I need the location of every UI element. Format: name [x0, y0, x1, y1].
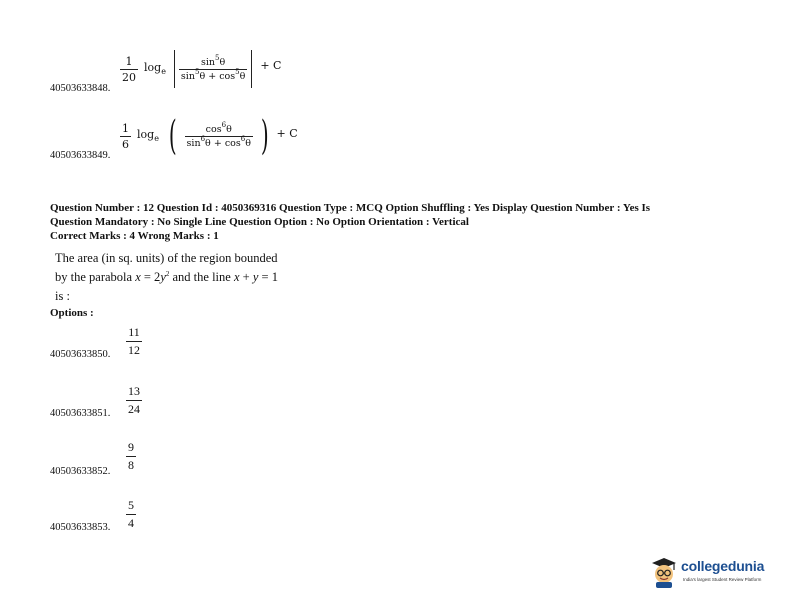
- question-text-line-2: by the parabola $x = 2y^2$ and the line x + y = 1: [55, 270, 278, 284]
- logo-tagline: India's largest Student Review Platform: [683, 577, 762, 582]
- log-symbol: $\log_e$: [137, 128, 159, 144]
- option-id: 40503633850.: [50, 349, 111, 360]
- paren-open: (: [168, 113, 177, 159]
- option-4[interactable]: [50, 498, 190, 538]
- log-argument-fraction: $\frac{\cos^6\theta}{\sin^6\theta + \cos^6\theta}$: [186, 120, 251, 149]
- question-text: [55, 249, 375, 306]
- option-fraction: 13 24: [128, 384, 140, 416]
- option-2[interactable]: [50, 384, 190, 424]
- paren-close: ): [260, 113, 269, 159]
- mascot-icon: [650, 556, 678, 588]
- prev-option-1: [50, 50, 350, 98]
- option-fraction: 11 12: [128, 325, 140, 357]
- option-expression: [120, 50, 281, 88]
- log-argument-fraction: $\frac{\sin^5\theta}{\sin^5\theta + \cos^5\theta}$: [180, 53, 246, 82]
- constant-term: + C: [260, 58, 282, 72]
- option-expression: [120, 113, 298, 159]
- coefficient-fraction: $\frac{1}{20}$: [122, 54, 136, 84]
- abs-open-bar: [174, 50, 175, 88]
- question-meta-line-2: Question Mandatory : No Single Line Question Option : No Option Orientation : Vertical: [50, 216, 469, 228]
- option-fraction: 5 4: [128, 498, 134, 530]
- option-id: 40503633851.: [50, 408, 111, 419]
- option-3[interactable]: [50, 440, 190, 480]
- option-id: 40503633849.: [50, 150, 111, 161]
- option-id: 40503633853.: [50, 522, 111, 533]
- logo-brand: collegedunia: [681, 558, 765, 574]
- log-symbol: $\log_e$: [144, 61, 166, 77]
- constant-term: + C: [276, 126, 298, 140]
- option-1[interactable]: [50, 325, 190, 365]
- question-text-line-1: The area (in sq. units) of the region bounded: [55, 251, 278, 265]
- marks-line: Correct Marks : 4 Wrong Marks : 1: [50, 230, 219, 242]
- abs-close-bar: [251, 50, 252, 88]
- option-fraction: 9 8: [128, 440, 134, 472]
- question-meta-line-1: Question Number : 12 Question Id : 4050369316 Question Type : MCQ Option Shuffling : Yes Display Question Number : Yes Is: [50, 202, 651, 214]
- prev-option-2: [50, 113, 350, 166]
- option-id: 40503633852.: [50, 466, 111, 477]
- collegedunia-logo: [650, 556, 770, 590]
- question-meta: [50, 201, 750, 243]
- coefficient-fraction: $\frac{1}{6}$: [122, 121, 129, 151]
- options-label: Options :: [50, 307, 94, 319]
- question-text-line-3: is :: [55, 289, 70, 303]
- option-id: 40503633848.: [50, 83, 111, 94]
